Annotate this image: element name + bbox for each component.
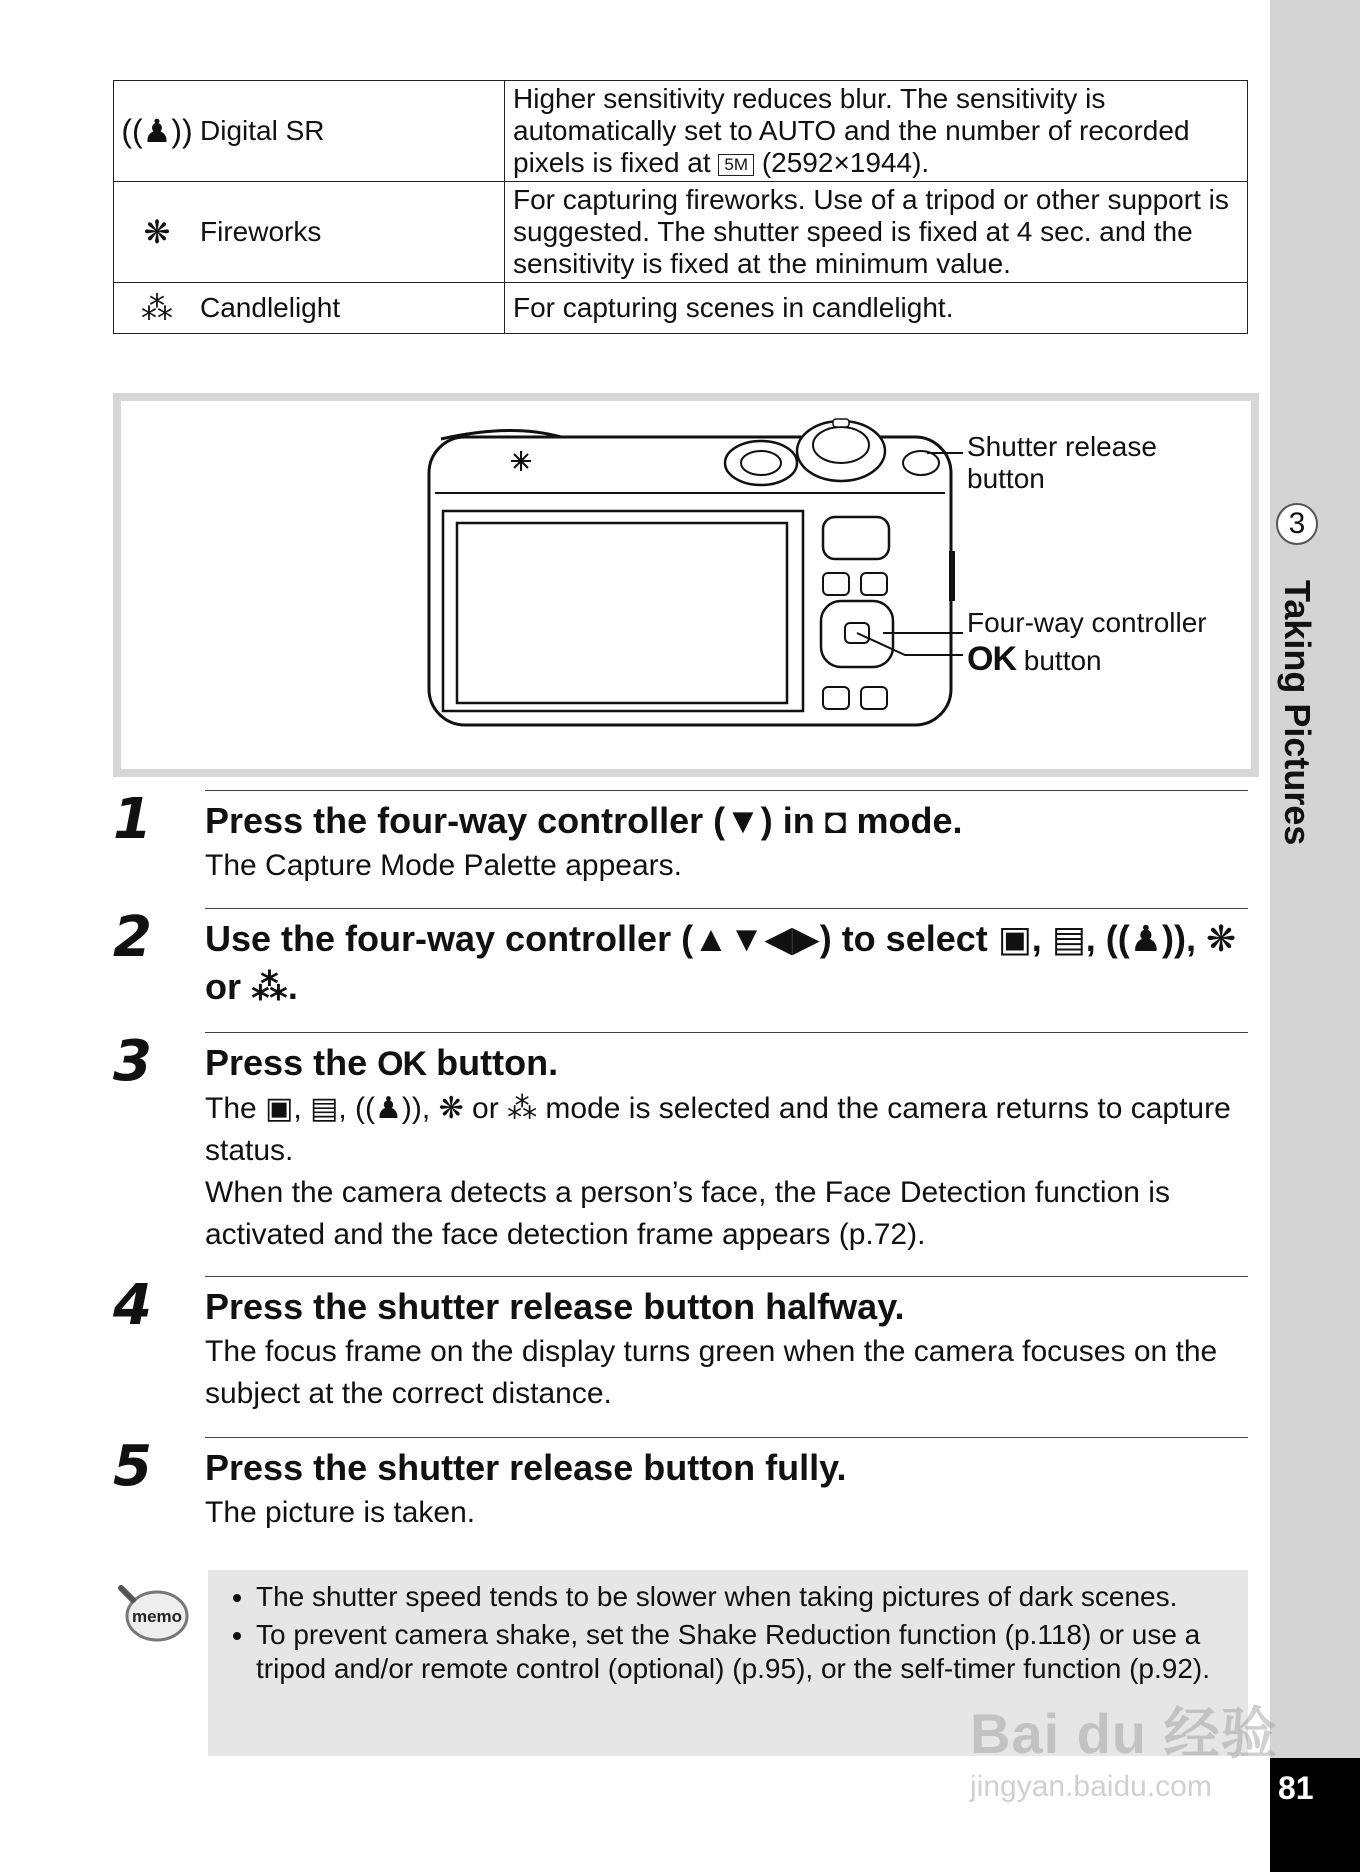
ok-icon: OK	[967, 640, 1016, 678]
step-title: Press the four-way controller (▼) in ◘ mode.	[205, 800, 963, 841]
fireworks-icon: ❋	[143, 214, 171, 250]
step-5	[113, 1434, 1248, 1534]
step-body: The Capture Mode Palette appears.	[205, 849, 682, 882]
scene-description: Higher sensitivity reduces blur. The sensitivity is automatically set to AUTO and the number of recorded pixels is fixed at	[513, 83, 1190, 178]
step-number: 4	[113, 1273, 152, 1338]
chapter-side-tab	[1270, 0, 1360, 1872]
flash-icon	[511, 451, 531, 471]
list-item: • To prevent camera shake, set the Shake Reduction function (p.118) or use a tripod and/or remote control (optional) (p.95), or the self-timer function (p.92).	[256, 1618, 1228, 1686]
svg-text:memo: memo	[131, 1607, 183, 1626]
step-title: Press the OK button.	[205, 1042, 559, 1083]
step-4	[113, 1273, 1248, 1415]
table-row	[114, 81, 1248, 182]
step-body: When the camera detects a person’s face, the Face Detection function is activated and the face detection frame appears (p.72).	[205, 1176, 1170, 1251]
scene-mode-table	[113, 80, 1248, 334]
step-3	[113, 1029, 1248, 1256]
step-title: Use the four-way controller (▲▼◀▶) to select ▣, ▤, ((♟)), ❋ or ⁂.	[205, 918, 1237, 1007]
ok-callout: OK button	[967, 640, 1102, 678]
scene-description: For capturing scenes in candlelight.	[513, 292, 954, 323]
camera-mode-icon: ◘	[824, 800, 847, 841]
watermark-url: jingyan.baidu.com	[970, 1770, 1212, 1803]
four-way-callout: Four-way controller	[967, 607, 1207, 638]
step-body: The picture is taken.	[205, 1496, 476, 1529]
step-number: 2	[113, 905, 152, 970]
step-number: 3	[113, 1029, 152, 1094]
chapter-title: Taking Pictures	[1277, 580, 1318, 846]
candlelight-icon: ⁂	[141, 290, 173, 326]
step-1	[113, 787, 1248, 887]
table-row	[114, 283, 1248, 334]
ok-icon: OK	[377, 1045, 427, 1083]
chapter-number: 3	[1276, 503, 1318, 545]
step-title: Press the shutter release button fully.	[205, 1447, 847, 1488]
page-number: 81	[1278, 1770, 1314, 1806]
memo-list	[208, 1570, 1248, 1686]
step-body: The focus frame on the display turns green when the camera focuses on the subject at the correct distance.	[205, 1335, 1218, 1410]
scene-name: Candlelight	[200, 292, 341, 323]
memo-icon	[115, 1580, 191, 1644]
scene-name: Fireworks	[200, 216, 322, 247]
step-2	[113, 905, 1248, 1011]
digital-sr-icon: ((♟))	[121, 113, 193, 149]
scene-name: Digital SR	[200, 115, 325, 146]
scene-description-suffix: (2592×1944).	[761, 147, 930, 178]
resolution-5m-icon: 5M	[718, 154, 754, 176]
step-body: The ▣, ▤, ((♟)), ❋ or ⁂ mode is selected and the camera returns to capture status.	[205, 1092, 1231, 1167]
step-number: 1	[113, 787, 152, 852]
step-number: 5	[113, 1434, 152, 1499]
scene-description: For capturing fireworks. Use of a tripod or other support is suggested. The shutter speed is fixed at 4 sec. and the sensitivity is fixed at the minimum value.	[513, 184, 1229, 279]
table-row	[114, 182, 1248, 283]
watermark-logo: Bai du 经验	[970, 1702, 1278, 1765]
camera-figure	[113, 393, 1259, 777]
shutter-callout: Shutter release button	[967, 431, 1157, 494]
step-title: Press the shutter release button halfway.	[205, 1286, 905, 1327]
list-item: • The shutter speed tends to be slower when taking pictures of dark scenes.	[256, 1580, 1228, 1614]
